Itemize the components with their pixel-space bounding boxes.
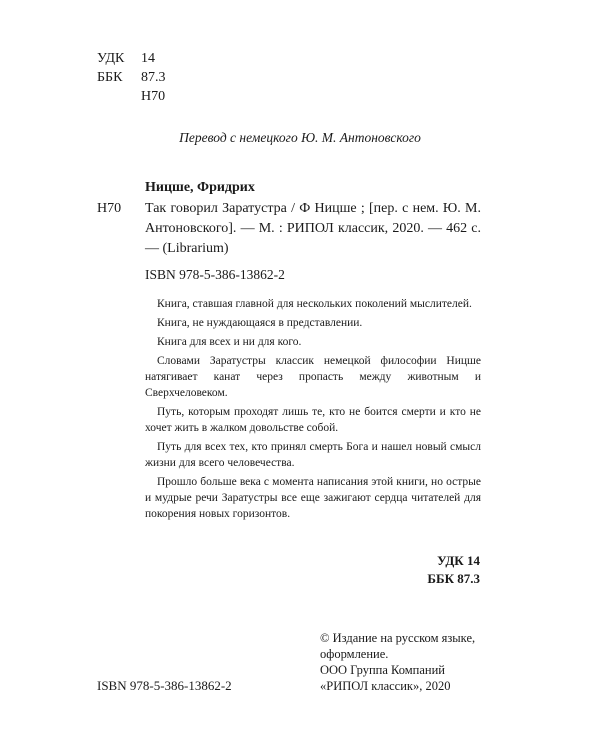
bibliographic-description	[145, 199, 481, 259]
annotation-paragraph: Книга, не нуждающаяся в представлении.	[157, 317, 363, 329]
copyright-line: © Издание на русском языке, оформление.	[320, 631, 476, 661]
udk-label: УДК	[97, 51, 125, 66]
bbk-value: 87.3	[141, 70, 166, 85]
copyright-line: ООО Группа Компаний «РИПОЛ классик», 2020	[320, 663, 451, 693]
annotation-paragraph: Прошло больше века с момента написания этой книги, но острые и мудрые речи Заратустры все еще зажигают сердца читателей для покорения новых горизонтов.	[145, 476, 481, 520]
record-cutter: Н70	[97, 201, 122, 216]
bbk-label: ББК	[97, 70, 123, 85]
annotation-paragraph: Книга, ставшая главной для нескольких поколений мыслителей.	[157, 298, 472, 310]
cutter-code-top	[97, 88, 165, 106]
footer-isbn: ISBN 978-5-386-13862-2	[97, 678, 232, 693]
annotation	[145, 296, 481, 525]
annotation-paragraph: Книга для всех и ни для кого.	[157, 336, 302, 348]
udk-value: 14	[141, 51, 155, 66]
translator-note: Перевод с немецкого Ю. М. Антоновского	[179, 130, 421, 145]
udk-code	[97, 50, 155, 68]
bbk-code	[97, 69, 166, 87]
annotation-paragraph: Словами Заратустры классик немецкой философии Ницше натягивает канат через пропасть между животным и Сверхчеловеком.	[145, 355, 481, 399]
author-heading: Ницше, Фридрих	[145, 180, 255, 195]
footer-udk: УДК 14	[437, 553, 480, 568]
copyright-block	[320, 630, 490, 694]
description-text: Так говорил Заратустра / Ф Ницше ; [пер. с нем. Ю. М. Антоновского]. — М. : РИПОЛ классик, 2020. — 462 с. — (Librarium)	[145, 201, 481, 256]
annotation-paragraph: Путь, которым проходят лишь те, кто не боится смерти и кто не хочет жить в жалком довольстве собой.	[145, 406, 481, 434]
footer-bbk: ББК 87.3	[427, 571, 480, 586]
record-isbn: ISBN 978-5-386-13862-2	[145, 267, 285, 282]
annotation-paragraph: Путь для всех тех, кто принял смерть Бога и нашел новый смысл жизни для всего человечества.	[145, 441, 481, 469]
cutter-value: Н70	[141, 89, 166, 104]
